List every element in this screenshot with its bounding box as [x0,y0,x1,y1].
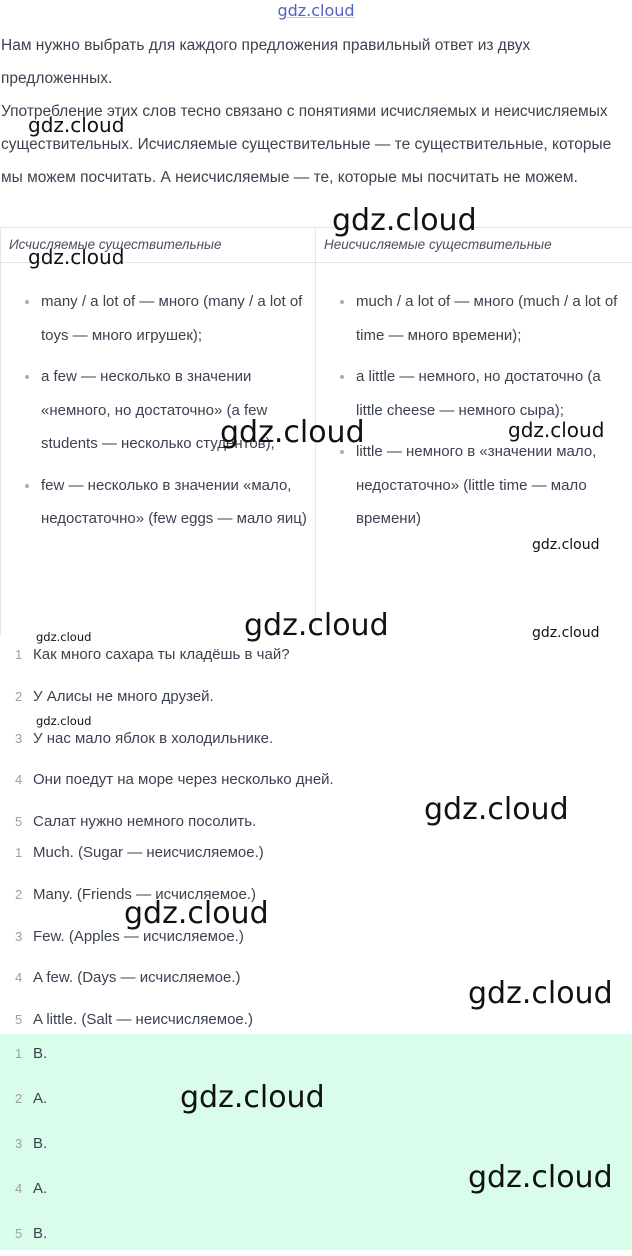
list-item: a few — несколько в значении «немного, но достаточно» (a few students — несколько студентов); [1,360,315,461]
watermark: gdz.cloud [244,608,389,643]
uncountable-header: Неисчисляемые существительные [316,228,632,263]
bullet-icon [340,300,344,304]
watermark: gdz.cloud [28,245,125,269]
watermark: gdz.cloud [28,113,125,137]
list-item: many / a lot of — много (many / a lot of toys — много игрушек); [1,285,315,352]
explanation-row: 4 A few. (Days — исчисляемое.) [15,969,241,987]
explanation-row: 5 A little. (Salt — неисчисляемое.) [15,1011,253,1029]
explanation-row: 3 Few. (Apples — исчисляемое.) [15,927,244,945]
watermark: gdz.cloud [36,630,92,644]
intro-text [1,29,621,194]
intro-paragraph-2: Употребление этих слов тесно связано с понятиями исчисляемых и неисчисляемых существительных. Исчисляемые существительные — те существительные, которые мы можем посчитать. А неисчисляемые — те, которые мы посчитать не можем. [1,103,612,186]
answer-row: 1 B. [15,1045,48,1062]
question-row: 4 Они поедут на море через несколько дней. [15,771,334,789]
watermark: gdz.cloud [532,537,600,553]
watermark: gdz.cloud [332,203,477,238]
question-row: 5 Салат нужно немного посолить. [15,813,257,831]
answer-row: 3 B. [15,1135,48,1152]
watermark: gdz.cloud [36,714,92,728]
answer-row: 5 B. [15,1225,48,1242]
list-item: a little — немного, но достаточно (a little cheese — немного сыра); [316,360,632,427]
answer-row: 2 A. [15,1090,48,1107]
intro-paragraph-1: Нам нужно выбрать для каждого предложения правильный ответ из двух предложенных. [1,37,531,87]
answer-row: 4 A. [15,1180,48,1197]
answer-box [0,1034,632,1250]
uncountable-list [316,263,632,536]
explanation-row: 1 Much. (Sugar — неисчисляемое.) [15,844,264,862]
bullet-icon [25,484,29,488]
site-logo[interactable]: gdz.cloud [277,1,355,20]
list-item: few — несколько в значении «мало, недостаточно» (few eggs — мало яиц) [1,469,315,536]
watermark: gdz.cloud [424,792,569,827]
question-row: 1 Как много сахара ты кладёшь в чай? [15,646,290,664]
bullet-icon [25,375,29,379]
question-row: 2 У Алисы не много друзей. [15,688,214,706]
explanation-row: 2 Many. (Friends — исчисляемое.) [15,886,257,904]
list-item: little — немного в «значении мало, недостаточно» (little time — мало времени) [316,435,632,536]
watermark: gdz.cloud [220,415,365,450]
countable-list [1,263,315,536]
bullet-icon [340,375,344,379]
watermark: gdz.cloud [508,418,605,442]
watermark: gdz.cloud [124,896,269,931]
bullet-icon [25,300,29,304]
question-row: 3 У нас мало яблок в холодильнике. [15,729,274,747]
countable-header: Исчисляемые существительные [1,228,315,263]
list-item: much / a lot of — много (much / a lot of time — много времени); [316,285,632,352]
watermark: gdz.cloud [532,625,600,641]
watermark: gdz.cloud [180,1080,325,1115]
watermark: gdz.cloud [468,976,613,1011]
bullet-icon [340,450,344,454]
watermark: gdz.cloud [468,1160,613,1195]
